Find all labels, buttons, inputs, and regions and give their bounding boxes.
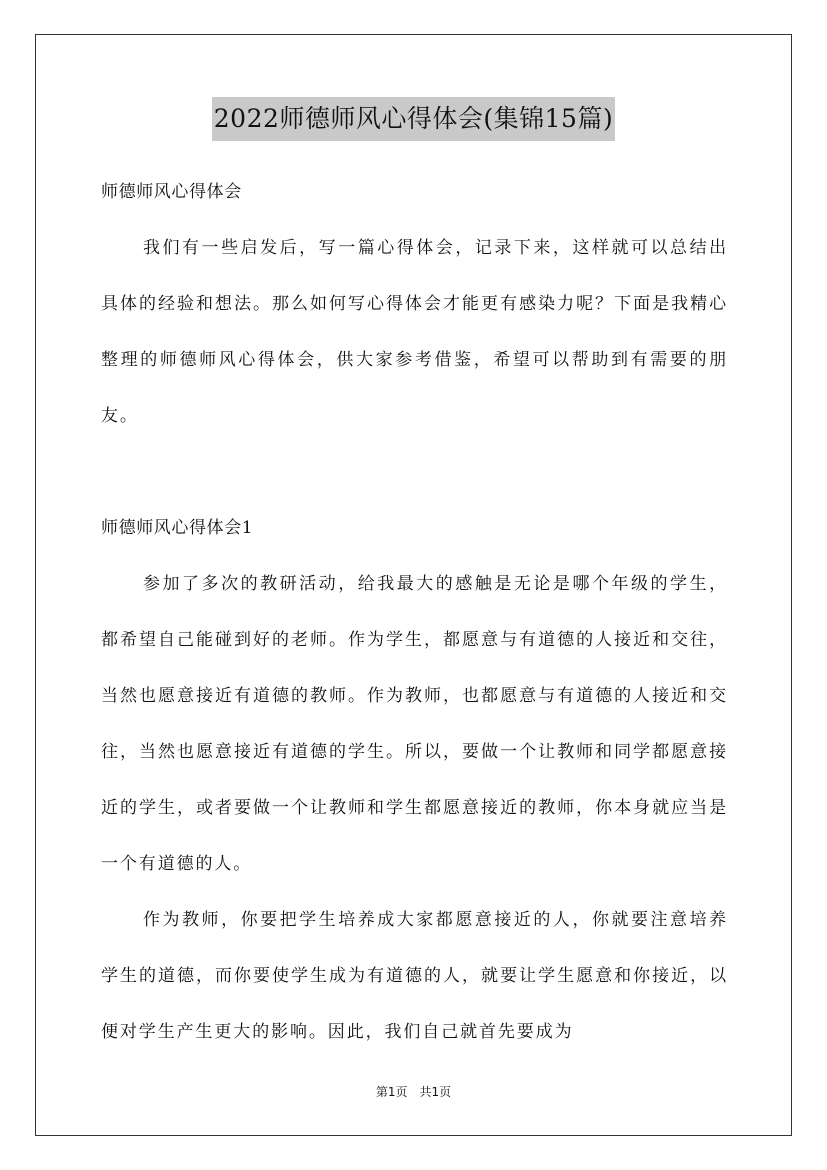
intro-paragraph: 我们有一些启发后，写一篇心得体会，记录下来，这样就可以总结出具体的经验和想法。那么如何写心得体会才能更有感染力呢？下面是我精心整理的师德师风心得体会，供大家参考借鉴，希望可以帮助到有需要的朋友。 xyxy=(101,238,728,426)
section1-paragraph-1: 参加了多次的教研活动，给我最大的感触是无论是哪个年级的学生，都希望自己能碰到好的老师。作为学生，都愿意与有道德的人接近和交往，当然也愿意接近有道德的教师。作为教师，也都愿意与有道德的人接近和交往，当然也愿意接近有道德的学生。所以，要做一个让教师和同学都愿意接近的学生，或者要做一个让教师和学生都愿意接近的教师，你本身就应当是一个有道德的人。 xyxy=(101,574,728,874)
section1-heading: 师德师风心得体会1 xyxy=(101,518,254,538)
document-body xyxy=(101,164,728,1060)
document-title: 2022师德师风心得体会(集锦15篇) xyxy=(212,97,615,141)
title-container xyxy=(0,97,827,141)
section-spacer xyxy=(101,444,728,500)
section1-paragraph-2: 作为教师，你要把学生培养成大家都愿意接近的人，你就要注意培养学生的道德，而你要使学生成为有道德的人，就要让学生愿意和你接近，以便对学生产生更大的影响。因此，我们自己就首先要成为 xyxy=(101,910,728,1042)
intro-heading: 师德师风心得体会 xyxy=(101,182,242,202)
page-footer: 第1页 共1页 xyxy=(375,1085,452,1099)
